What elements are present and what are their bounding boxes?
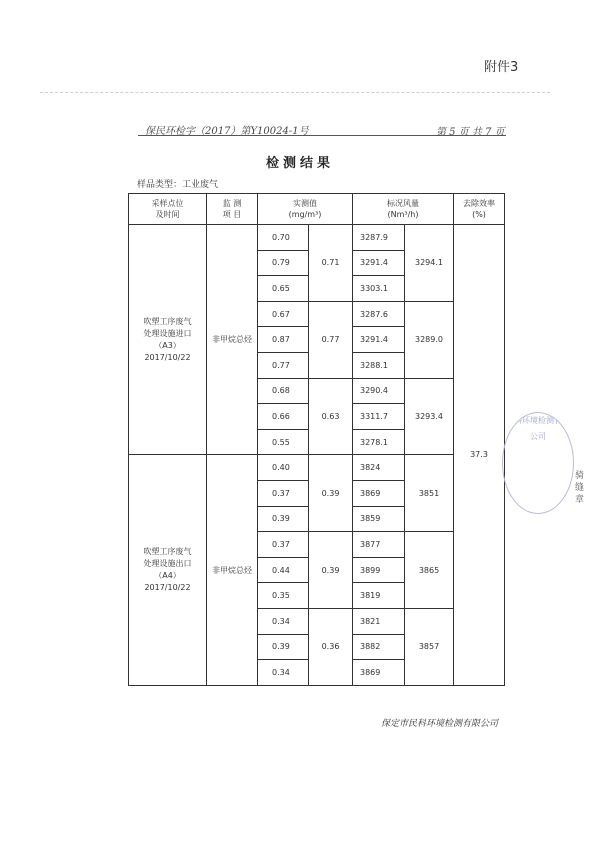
measured-value: 0.37	[258, 480, 309, 506]
flow-value: 3899	[353, 557, 405, 583]
table-row	[129, 455, 505, 481]
measured-value: 0.67	[258, 301, 309, 327]
location-line: （A3）	[154, 340, 181, 350]
measured-value: 0.65	[258, 276, 309, 302]
header-item-line2: 项 目	[222, 210, 242, 219]
measured-value: 0.35	[258, 583, 309, 609]
header-item-line1: 监 测	[222, 199, 242, 208]
measured-value: 0.55	[258, 429, 309, 455]
flow-mean: 3289.0	[405, 301, 454, 378]
flow-value: 3303.1	[353, 276, 405, 302]
flow-value: 3291.4	[353, 250, 405, 276]
page-title: 检测结果	[265, 156, 334, 171]
sampling-location	[129, 455, 207, 685]
location-line: 处理设施进口	[143, 328, 192, 338]
measured-value: 0.68	[258, 378, 309, 404]
perforation-seal-mark: 骑缝章	[575, 471, 585, 505]
flow-mean: 3851	[405, 455, 454, 532]
measured-value: 0.34	[258, 608, 309, 634]
header-item	[207, 194, 258, 225]
results-table	[128, 193, 505, 686]
flow-mean: 3294.1	[405, 225, 454, 302]
measured-value: 0.39	[258, 634, 309, 660]
flow-value: 3287.9	[353, 225, 405, 251]
top-divider	[40, 92, 550, 93]
removal-efficiency: 37.3	[454, 225, 505, 686]
header-location-line2: 及时间	[155, 210, 180, 219]
report-number: 保民环检字（2017）第Y10024-1号	[145, 126, 309, 137]
header-measured-line2: (mg/m³)	[288, 210, 322, 219]
flow-value: 3824	[353, 455, 405, 481]
sampling-location	[129, 225, 207, 455]
page-info: 第 5 页 共 7 页	[436, 127, 505, 138]
measured-value: 0.40	[258, 455, 309, 481]
flow-value: 3859	[353, 506, 405, 532]
measured-value: 0.44	[258, 557, 309, 583]
header-location-line1: 采样点位	[151, 199, 184, 208]
measured-mean: 0.71	[309, 225, 353, 302]
header-efficiency-line1: 去除效率	[463, 199, 495, 208]
header-flow-line2: (Nm³/h)	[387, 210, 419, 219]
measured-mean: 0.39	[309, 532, 353, 609]
header-measured-line1: 实测值	[293, 199, 317, 208]
measured-value: 0.70	[258, 225, 309, 251]
measured-value: 0.77	[258, 352, 309, 378]
monitoring-item: 非甲烷总烃	[207, 225, 258, 455]
measured-value: 0.34	[258, 660, 309, 686]
flow-mean: 3293.4	[405, 378, 454, 455]
flow-value: 3311.7	[353, 404, 405, 430]
flow-value: 3291.4	[353, 327, 405, 353]
flow-value: 3288.1	[353, 352, 405, 378]
seal-text: 民科环境检测有限公司	[506, 416, 570, 441]
flow-value: 3819	[353, 583, 405, 609]
sample-type: 样品类型：工业废气	[137, 180, 219, 190]
header-flow-line1: 标况风量	[387, 199, 419, 208]
flow-value: 3882	[353, 634, 405, 660]
measured-mean: 0.39	[309, 455, 353, 532]
flow-value: 3869	[353, 480, 405, 506]
header-rule	[138, 135, 506, 136]
flow-value: 3877	[353, 532, 405, 558]
flow-mean: 3865	[405, 532, 454, 609]
header-location	[129, 194, 207, 225]
measured-mean: 0.77	[309, 301, 353, 378]
flow-mean: 3857	[405, 608, 454, 685]
attachment-label: 附件3	[484, 60, 519, 75]
measured-mean: 0.63	[309, 378, 353, 455]
measured-value: 0.39	[258, 506, 309, 532]
header-measured	[258, 194, 353, 225]
measured-mean: 0.36	[309, 608, 353, 685]
company-name: 保定市民科环境检测有限公司	[381, 719, 499, 729]
location-line: 吹塑工序废气	[143, 316, 192, 326]
flow-value: 3869	[353, 660, 405, 686]
location-line: 2017/10/22	[144, 583, 191, 593]
measured-value: 0.37	[258, 532, 309, 558]
header-flow	[353, 194, 454, 225]
measured-value: 0.79	[258, 250, 309, 276]
location-line: 处理设施出口	[143, 559, 192, 569]
company-seal	[502, 412, 574, 514]
table-row	[129, 225, 505, 251]
header-efficiency-line2: (%)	[472, 210, 486, 219]
flow-value: 3278.1	[353, 429, 405, 455]
monitoring-item: 非甲烷总烃	[207, 455, 258, 685]
flow-value: 3287.6	[353, 301, 405, 327]
flow-value: 3290.4	[353, 378, 405, 404]
flow-value: 3821	[353, 608, 405, 634]
location-line: 2017/10/22	[144, 352, 191, 362]
measured-value: 0.66	[258, 404, 309, 430]
header-row	[129, 194, 505, 225]
location-line: 吹塑工序废气	[143, 547, 192, 557]
measured-value: 0.87	[258, 327, 309, 353]
header-efficiency	[454, 194, 505, 225]
location-line: （A4）	[154, 571, 181, 581]
